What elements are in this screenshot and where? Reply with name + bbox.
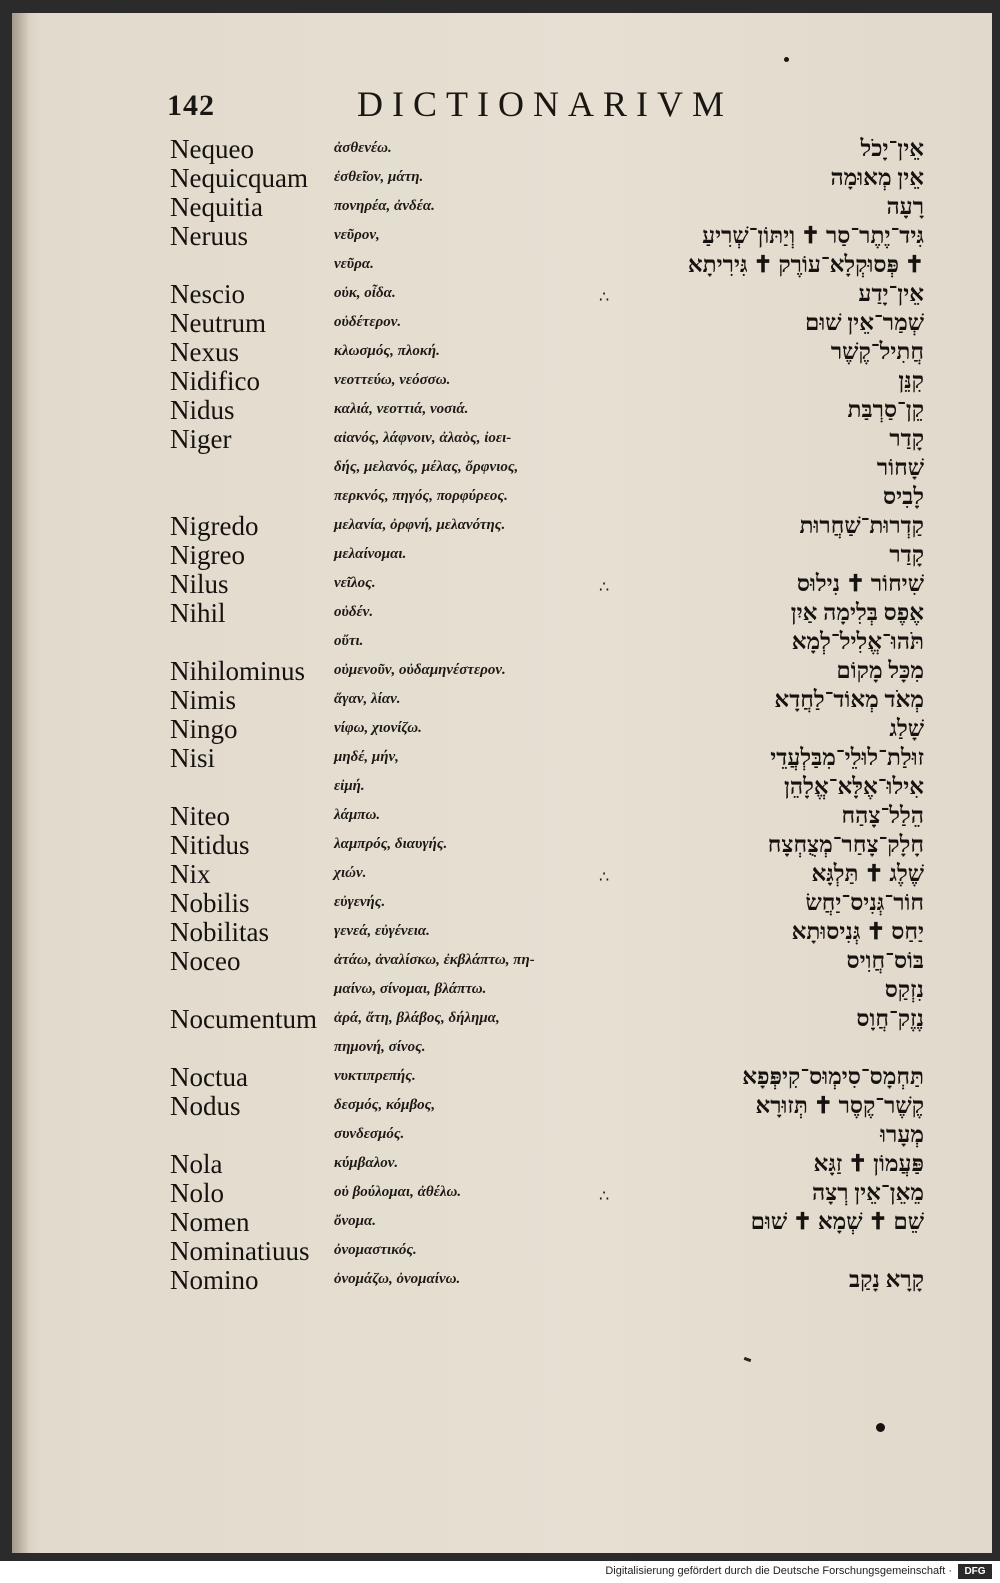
latin-headword: Ningo <box>170 714 238 744</box>
entry-row <box>12 163 992 198</box>
latin-headword: Nomino <box>170 1265 259 1295</box>
section-mark: ∴ <box>599 289 610 306</box>
greek-equivalent: ἀσθενέω. <box>334 140 392 156</box>
greek-equivalent: μηδέ, μήν, <box>334 749 399 765</box>
greek-equivalent: νίφω, χιονίζω. <box>334 720 422 736</box>
greek-equivalent: αἰανός, λάφνοιν, ἀλαὸς, ἰοει- <box>334 430 512 446</box>
hebrew-equivalent: נִזְקַס <box>884 977 924 1002</box>
hebrew-equivalent: קֵן־סַרְבַּת <box>847 397 924 422</box>
greek-equivalent: οὔτι. <box>334 633 364 649</box>
hebrew-equivalent: בּוֹס־חֲוִיס <box>846 948 924 973</box>
hebrew-equivalent: קָרָא נָקַב <box>849 1267 924 1292</box>
latin-headword: Nilus <box>170 569 229 599</box>
latin-headword: Nisi <box>170 743 216 773</box>
entry-row <box>12 511 992 546</box>
running-head: DICTIONARIVM <box>357 84 733 124</box>
latin-headword: Nix <box>170 859 211 889</box>
latin-headword: Noctua <box>170 1062 248 1092</box>
greek-equivalent: καλιά, νεοττιά, νοσιά. <box>334 401 469 417</box>
greek-equivalent: μαίνω, σίνομαι, βλάπτω. <box>334 981 487 997</box>
entry-row <box>12 1091 992 1126</box>
greek-equivalent: ὄνομα. <box>334 1213 377 1229</box>
latin-headword: Nidifico <box>170 366 260 396</box>
hebrew-equivalent: ✝ פְּסוּקְלָא־עוֹרֶק ✝ גִּירִיתָא <box>687 252 924 277</box>
latin-headword: Noceo <box>170 946 241 976</box>
latin-headword: Nigredo <box>170 511 259 541</box>
greek-equivalent: νεῖλος. <box>334 575 376 591</box>
latin-headword: Nitidus <box>170 830 250 860</box>
greek-equivalent: οὐ βούλομαι, ἀθέλω. <box>334 1184 462 1200</box>
entry-row <box>12 685 992 720</box>
book-page <box>12 13 992 1553</box>
greek-equivalent: περκνός, πηγός, πορφύρεος. <box>334 488 508 504</box>
greek-equivalent: εἰμή. <box>334 778 365 794</box>
hebrew-equivalent: שֶׁלֶג ✝ תַּלְגָּא <box>811 861 924 886</box>
hebrew-equivalent: קָדַר <box>889 542 924 567</box>
section-mark: ∴ <box>599 579 610 596</box>
greek-equivalent: κύμβαλον. <box>334 1155 399 1171</box>
hebrew-equivalent: קַדְרוּת־שַׁחֲרוּת <box>799 513 924 538</box>
digitization-footer <box>0 1561 1000 1583</box>
hebrew-equivalent: שָׁחוֹר <box>876 455 924 480</box>
greek-equivalent: οὐμενοῦν, οὐδαμηνέστερον. <box>334 662 506 678</box>
hebrew-equivalent: חוֹר־גְּנִיס־יַחֲשׂ <box>805 890 924 915</box>
hebrew-equivalent: קָדַר <box>889 426 924 451</box>
section-mark: ∴ <box>599 869 610 886</box>
latin-headword: Nimis <box>170 685 237 715</box>
latin-headword: Nola <box>170 1149 223 1179</box>
latin-headword: Nobilitas <box>170 917 269 947</box>
latin-headword: Nexus <box>170 337 239 367</box>
latin-headword: Nequeo <box>170 134 254 164</box>
dfg-logo: DFG <box>958 1564 992 1579</box>
hebrew-equivalent: אִילוּ־אֶלָּא־אֱלָהֵן <box>784 774 924 799</box>
hebrew-equivalent: שְׁמַר־אֵין שׁוּם <box>805 310 924 335</box>
latin-headword: Niger <box>170 424 232 454</box>
hebrew-equivalent: תֹּהוּ־אֱלִיל־לְמָא <box>791 629 924 654</box>
greek-equivalent: γενεά, εὐγένεια. <box>334 923 430 939</box>
entry-row <box>12 252 992 285</box>
hebrew-equivalent: אֵין־יָכֹל <box>860 136 924 161</box>
greek-equivalent: πημονή, σίνος. <box>334 1039 426 1055</box>
latin-headword: Nominatiuus <box>170 1236 310 1266</box>
latin-headword: Nodus <box>170 1091 241 1121</box>
entry-row <box>12 917 992 952</box>
latin-headword: Neruus <box>170 221 248 251</box>
greek-equivalent: ὀνομαστικός. <box>334 1242 417 1258</box>
latin-headword: Nescio <box>170 279 245 309</box>
entry-row <box>12 1004 992 1039</box>
latin-headword: Nihil <box>170 598 226 628</box>
dictionary-entries <box>12 13 992 1553</box>
entry-row <box>12 1207 992 1242</box>
hebrew-equivalent: רָעָה <box>886 194 924 219</box>
hebrew-equivalent: לָבִיס <box>883 484 924 509</box>
greek-equivalent: λάμπω. <box>334 807 381 823</box>
greek-equivalent: ἐσθεῖον, μάτη. <box>334 169 424 185</box>
hebrew-equivalent: הֵלַל־צָהַח <box>841 803 924 828</box>
greek-equivalent: ἀρά, ἄτη, βλάβος, δήλημα, <box>334 1010 500 1026</box>
hebrew-equivalent: מְאֹד מְאוֹד־לַחֲדָא <box>774 687 924 712</box>
greek-equivalent: λαμπρός, διαυγής. <box>334 836 448 852</box>
hebrew-equivalent: גִּיד־יֶתֶר־סַר ✝ וְיַתּוֹן־שְׁרִיעַ <box>702 223 924 248</box>
greek-equivalent: οὐκ, οἶδα. <box>334 285 396 301</box>
latin-headword: Nidus <box>170 395 235 425</box>
hebrew-equivalent: קֶשֶׁר־קֶסֶר ✝ תְּזוּרָא <box>755 1093 924 1118</box>
entry-row <box>12 1236 992 1271</box>
hebrew-equivalent: חֲתִיל־קֶשֶׁר <box>830 339 924 364</box>
hebrew-equivalent: חָלָק־צָחַר־מְצֻחְצָח <box>767 832 924 857</box>
hebrew-equivalent: יַחַס ✝ גְּנִיסוּתָא <box>791 919 924 944</box>
entry-row <box>12 395 992 430</box>
entry-row <box>12 1265 992 1300</box>
ink-dot <box>876 1423 885 1432</box>
hebrew-equivalent: מֵאֵן־אֵין רְצָה <box>811 1180 924 1205</box>
entry-row <box>12 946 992 981</box>
funding-credit: Digitalisierung gefördert durch die Deutsche Forschungsgemeinschaft · <box>605 1565 952 1577</box>
greek-equivalent: κλωσμός, πλοκή. <box>334 343 440 359</box>
hebrew-equivalent: מְעָרוּ <box>880 1122 924 1147</box>
hebrew-equivalent: אֶפֶס בְּלִימָה אַיִן <box>790 600 924 625</box>
hebrew-equivalent: אֵין מְאוּמָה <box>830 165 924 190</box>
latin-headword: Nigreo <box>170 540 245 570</box>
hebrew-equivalent: אֵין־יָדַע <box>858 281 924 306</box>
latin-headword: Nocumentum <box>170 1004 317 1034</box>
hebrew-equivalent: זוּלַת־לוּלֵי־מִבַּלְעֲדֵי <box>770 745 924 770</box>
latin-headword: Neutrum <box>170 308 266 338</box>
hebrew-equivalent: קִנֵּן <box>898 368 924 393</box>
greek-equivalent: δεσμός, κόμβος, <box>334 1097 436 1113</box>
entry-row <box>12 977 992 1010</box>
hebrew-equivalent: נֶזֶק־חֲוָס <box>856 1006 924 1031</box>
greek-equivalent: νεῦρον, <box>334 227 380 243</box>
greek-equivalent: μελανία, ὀρφνή, μελανότης. <box>334 517 506 533</box>
entry-row <box>12 337 992 372</box>
latin-headword: Niteo <box>170 801 230 831</box>
hebrew-equivalent: מִכָּל מָקוֹם <box>836 658 924 683</box>
hebrew-equivalent: שָׁלַג <box>889 716 924 741</box>
entry-row <box>12 366 992 401</box>
greek-equivalent: χιών. <box>334 865 367 881</box>
greek-equivalent: οὐδέτερον. <box>334 314 402 330</box>
greek-equivalent: δής, μελανός, μέλας, ὄρφνιος, <box>334 459 519 475</box>
greek-equivalent: πονηρέα, ἀνδέα. <box>334 198 435 214</box>
latin-headword: Nobilis <box>170 888 250 918</box>
greek-equivalent: οὐδέν. <box>334 604 374 620</box>
hebrew-equivalent: פַּעֲמוֹן ✝ זַגָּא <box>813 1151 924 1176</box>
latin-headword: Nolo <box>170 1178 224 1208</box>
hebrew-equivalent: תַּחְמָס־סִימְוּס־קִיפְּפָא <box>742 1064 924 1089</box>
greek-equivalent: ἀτάω, ἀναλίσκω, ἐκβλάπτω, πη- <box>334 952 535 968</box>
greek-equivalent: ὀνομάζω, ὀνομαίνω. <box>334 1271 461 1287</box>
hebrew-equivalent: שֵׁם ✝ שְׁמָא ✝ שׁוּם <box>750 1209 924 1234</box>
greek-equivalent: εὐγενής. <box>334 894 386 910</box>
latin-headword: Nomen <box>170 1207 250 1237</box>
hebrew-equivalent: שִׁיחוֹר ✝ נִילוּס <box>796 571 924 596</box>
greek-equivalent: νυκτιπρεπής. <box>334 1068 416 1084</box>
latin-headword: Nihilominus <box>170 656 306 686</box>
greek-equivalent: συνδεσμός. <box>334 1126 405 1142</box>
greek-equivalent: νεῦρα. <box>334 256 374 272</box>
greek-equivalent: νεοττεύω, νεόσσω. <box>334 372 451 388</box>
entry-row <box>12 455 992 488</box>
greek-equivalent: μελαίνομαι. <box>334 546 407 562</box>
greek-equivalent: ἄγαν, λίαν. <box>334 691 401 707</box>
entry-row <box>12 424 992 459</box>
section-mark: ∴ <box>599 1188 610 1205</box>
latin-headword: Nequicquam <box>170 163 308 193</box>
latin-headword: Nequitia <box>170 192 263 222</box>
page-number: 142 <box>167 89 215 122</box>
